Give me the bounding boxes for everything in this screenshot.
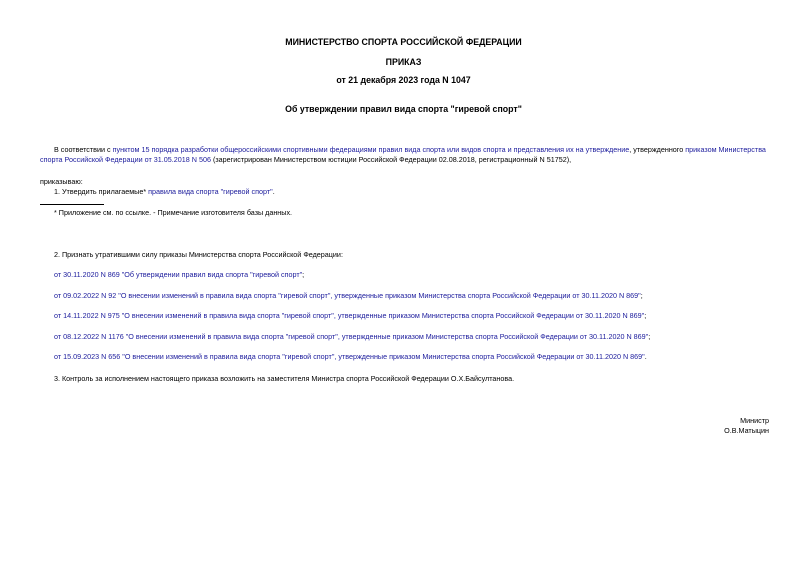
repealed-order-3: [54, 311, 646, 320]
link-order-506-part-2[interactable]: спорта Российской Федерации от 31.05.2018 N 506: [40, 155, 211, 164]
link-order-656[interactable]: от 15.09.2023 N 656 "О внесении изменений в правила вида спорта "гиревой спорт", утвержденные приказом Министерства спорта Российской Федерации от 30.11.2020 N 869": [54, 352, 645, 361]
preamble-text-2: , утвержденного: [629, 145, 686, 154]
item-1: [54, 187, 275, 196]
repealed-order-1: [54, 270, 304, 279]
item-1-end: .: [272, 187, 275, 196]
doc-subject-heading: Об утверждении правил вида спорта "гиревой спорт": [285, 104, 522, 114]
repealed-order-4: [54, 332, 650, 341]
link-order-1176[interactable]: от 08.12.2022 N 1176 "О внесении изменений в правила вида спорта "гиревой спорт", утвержденные приказом Министерства спорта Российской Федерации от 30.11.2020 N 869": [54, 332, 649, 341]
link-procedure-point-15[interactable]: пунктом 15 порядка разработки общероссийскими спортивными федерациями правил вида спорта или видов спорта и представления их на утверждение: [112, 145, 630, 154]
preamble-text-3: (зарегистрирован Министерством юстиции Российской Федерации 02.08.2018, регистрационный N 51752),: [210, 155, 572, 164]
signature-position: Министр: [740, 416, 769, 425]
doc-date-heading: от 21 декабря 2023 года N 1047: [336, 75, 471, 85]
doc-type-heading: ПРИКАЗ: [385, 57, 422, 67]
entry-end: ;: [640, 291, 643, 300]
item-3: 3. Контроль за исполнением настоящего приказа возложить на заместителя Министра спорта Российской Федерации О.Х.Байсултанова.: [54, 374, 515, 383]
item-2: 2. Признать утратившими силу приказы Министерства спорта Российской Федерации:: [54, 250, 343, 259]
entry-end: ;: [644, 311, 647, 320]
entry-end: ;: [302, 270, 305, 279]
link-order-975[interactable]: от 14.11.2022 N 975 "О внесении изменений в правила вида спорта "гиревой спорт", утвержденные приказом Министерства спорта Российской Федерации от 30.11.2020 N 869": [54, 311, 645, 320]
link-order-506-part-1[interactable]: приказом Министерства: [685, 145, 766, 154]
link-order-92[interactable]: от 09.02.2022 N 92 "О внесении изменений в правила вида спорта "гиревой спорт", утвержденные приказом Министерства спорта Российской Федерации от 30.11.2020 N 869": [54, 291, 641, 300]
entry-end: ;: [648, 332, 651, 341]
preamble-line-2: [40, 155, 571, 164]
footnote: * Приложение см. по ссылке. - Примечание изготовителя базы данных.: [54, 208, 293, 217]
repealed-order-2: [54, 291, 643, 300]
repealed-order-5: [54, 352, 647, 361]
item-1-text: 1. Утвердить прилагаемые*: [54, 187, 149, 196]
link-order-869[interactable]: от 30.11.2020 N 869 "Об утверждении правил вида спорта "гиревой спорт": [54, 270, 303, 279]
ministry-heading: МИНИСТЕРСТВО СПОРТА РОССИЙСКОЙ ФЕДЕРАЦИИ: [285, 37, 522, 47]
order-word: приказываю:: [40, 177, 83, 186]
entry-end: .: [644, 352, 647, 361]
preamble-text-1: В соответствии с: [54, 145, 113, 154]
footnote-divider: [40, 204, 104, 205]
link-rules-kettlebell[interactable]: правила вида спорта "гиревой спорт": [148, 187, 273, 196]
preamble-line-1: [54, 145, 766, 154]
signature-name: О.В.Матыцин: [724, 426, 769, 435]
